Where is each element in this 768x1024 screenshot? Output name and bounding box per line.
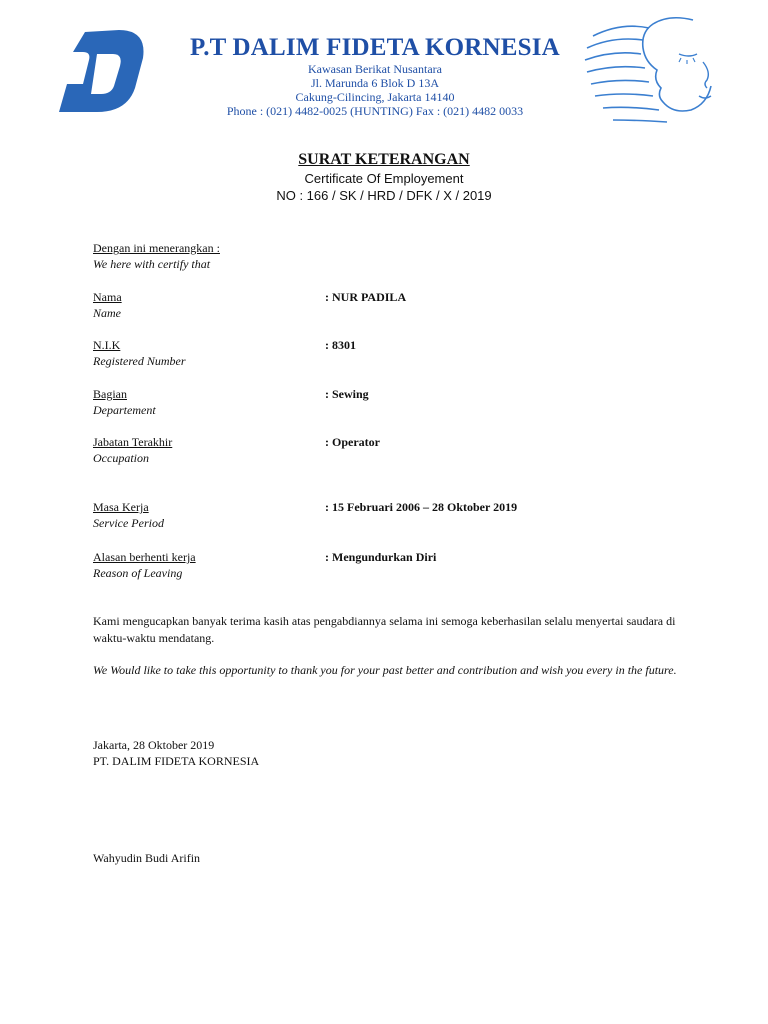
intro-text-en: We here with certify that bbox=[93, 257, 211, 271]
field-name bbox=[93, 289, 693, 321]
field-label: Alasan berhenti kerja bbox=[93, 550, 196, 564]
document-title: SURAT KETERANGAN bbox=[298, 151, 470, 168]
document-number: NO : 166 / SK / HRD / DFK / X / 2019 bbox=[276, 188, 492, 203]
field-value: : 15 Februari 2006 – 28 Oktober 2019 bbox=[325, 500, 518, 514]
field-label-en: Name bbox=[93, 306, 121, 320]
field-department bbox=[93, 386, 693, 418]
intro-block bbox=[93, 240, 220, 272]
woman-face-line-art-icon bbox=[583, 14, 725, 136]
closing-company: PT. DALIM FIDETA KORNESIA bbox=[93, 754, 260, 768]
field-label: Jabatan Terakhir bbox=[93, 435, 173, 449]
thanks-paragraph-id: Kami mengucapkan banyak terima kasih atas pengabdiannya selama ini semoga keberhasilan selalu menyertai saudara di waktu-waktu mendatang. bbox=[93, 614, 676, 645]
document-subtitle: Certificate Of Employement bbox=[304, 171, 464, 186]
address-line-1: Kawasan Berikat Nusantara bbox=[308, 62, 442, 76]
company-logo-d-icon bbox=[57, 28, 147, 114]
field-label-en: Registered Number bbox=[93, 354, 186, 368]
phone-fax-line: Phone : (021) 4482-0025 (HUNTING) Fax : (021) 4482 0033 bbox=[226, 104, 524, 118]
field-service-period bbox=[93, 499, 693, 531]
field-label: Masa Kerja bbox=[93, 500, 149, 514]
thanks-paragraph-en: We Would like to take this opportunity to thank you for your past better and contribution and wish you every in the future. bbox=[93, 663, 677, 677]
signatory-name: Wahyudin Budi Arifin bbox=[93, 851, 201, 865]
field-value: : Mengundurkan Diri bbox=[325, 550, 437, 564]
field-registered-number bbox=[93, 337, 693, 369]
address-line-3: Cakung-Cilincing, Jakarta 14140 bbox=[295, 90, 455, 104]
field-label-en: Departement bbox=[93, 403, 156, 417]
field-value: : Operator bbox=[325, 435, 380, 449]
intro-text-id: Dengan ini menerangkan : bbox=[93, 241, 220, 255]
place-date: Jakarta, 28 Oktober 2019 bbox=[93, 738, 215, 752]
field-label-en: Occupation bbox=[93, 451, 149, 465]
field-value: : Sewing bbox=[325, 387, 369, 401]
field-occupation bbox=[93, 434, 693, 466]
company-name: P.T DALIM FIDETA KORNESIA bbox=[190, 34, 560, 61]
company-header bbox=[170, 34, 580, 118]
address-line-2: Jl. Marunda 6 Blok D 13A bbox=[311, 76, 439, 90]
field-value: : 8301 bbox=[325, 338, 356, 352]
field-label-en: Reason of Leaving bbox=[93, 566, 183, 580]
field-reason-of-leaving bbox=[93, 549, 693, 581]
field-label: Nama bbox=[93, 290, 122, 304]
field-value: : NUR PADILA bbox=[325, 290, 407, 304]
field-label: N.I.K bbox=[93, 338, 121, 352]
document-title-block bbox=[0, 150, 768, 204]
field-label-en: Service Period bbox=[93, 516, 164, 530]
field-label: Bagian bbox=[93, 387, 127, 401]
